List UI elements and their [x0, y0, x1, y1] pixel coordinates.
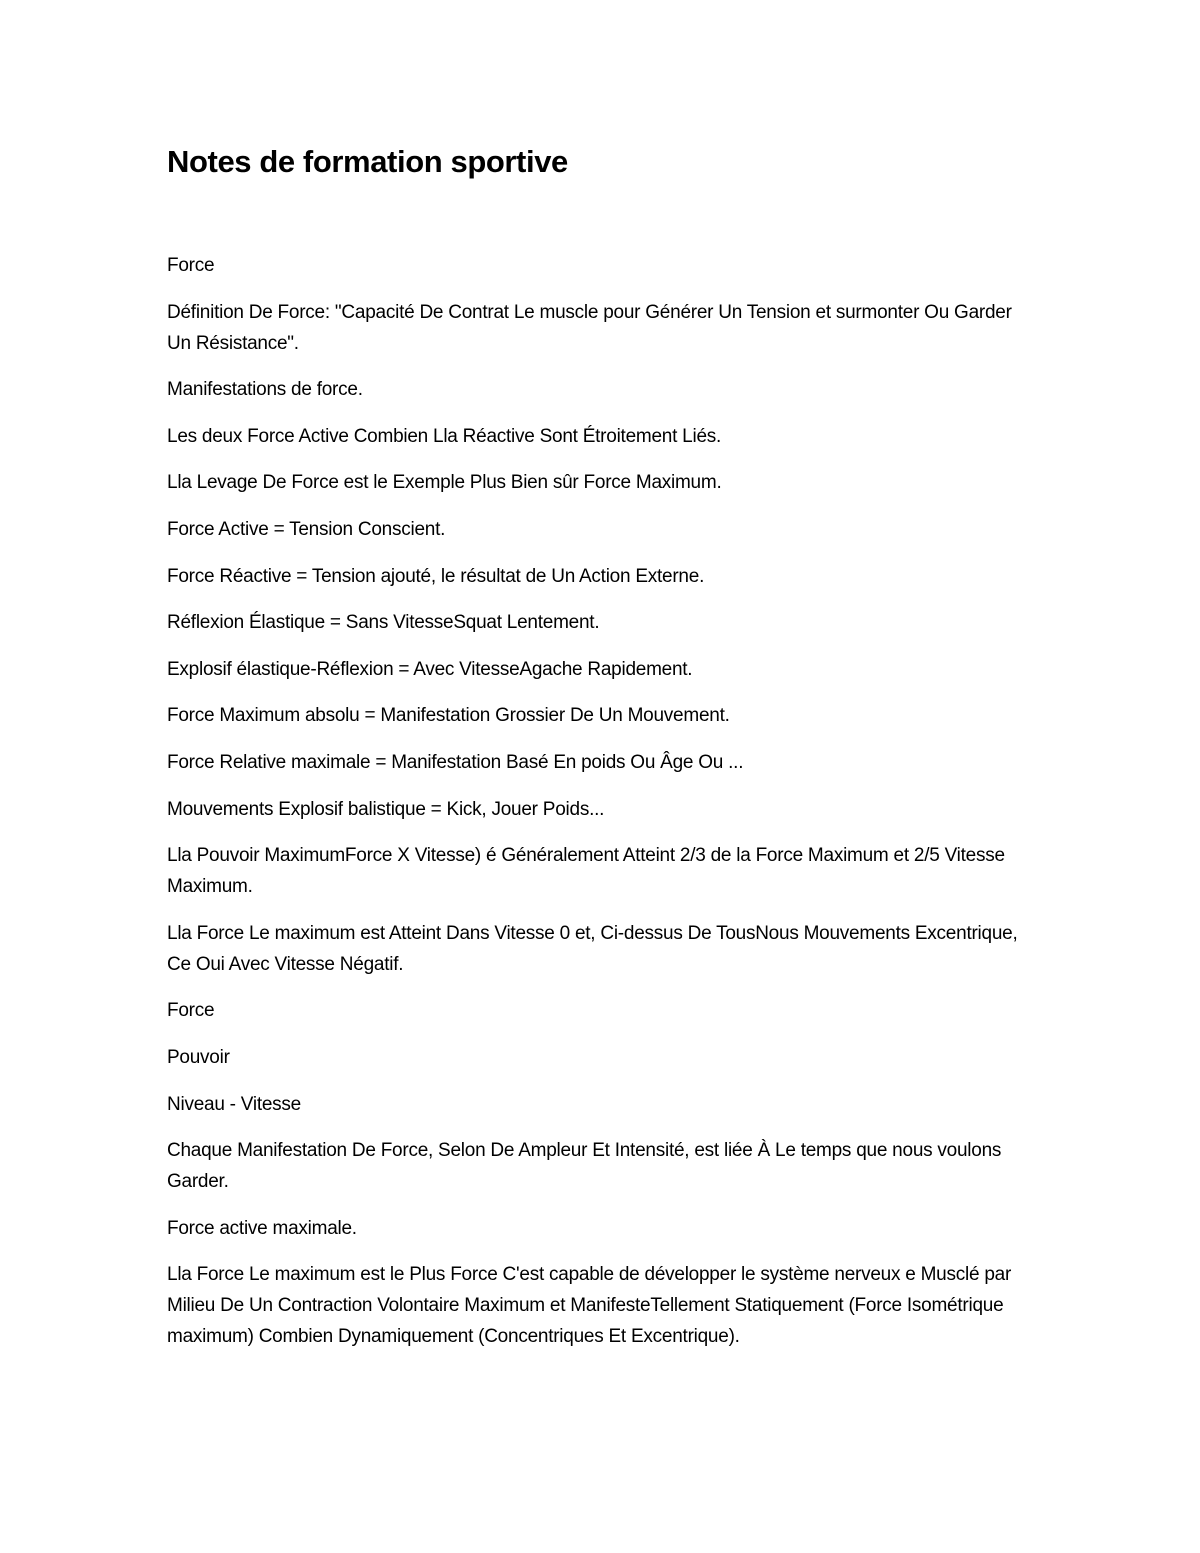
paragraph: Force Réactive = Tension ajouté, le résultat de Un Action Externe.: [167, 565, 705, 587]
paragraph: Force Relative maximale = Manifestation Basé En poids Ou Âge Ou ...: [167, 751, 744, 773]
paragraph: Force Active = Tension Conscient.: [167, 518, 446, 540]
paragraph: Les deux Force Active Combien Lla Réactive Sont Étroitement Liés.: [167, 425, 722, 447]
paragraph: Lla Levage De Force est le Exemple Plus Bien sûr Force Maximum.: [167, 472, 722, 494]
paragraph: Lla Force Le maximum est Atteint Dans Vitesse 0 et, Ci-dessus De TousNous Mouvements Excentrique, Ce Oui Avec Vitesse Négatif.: [167, 922, 1018, 975]
paragraph-force-heading: Force: [167, 255, 215, 276]
paragraph: Lla Force Le maximum est le Plus Force C'est capable de développer le système nerveux e Musclé par Milieu De Un Contraction Volontaire Maximum et ManifesteTellement Statiquement (Force Isométrique maximum) Combien Dynamiquement (Concentriques Et Excentrique).: [167, 1264, 1012, 1348]
paragraph: Mouvements Explosif balistique = Kick, Jouer Poids...: [167, 798, 605, 820]
paragraph: Explosif élastique-Réflexion = Avec VitesseAgache Rapidement.: [167, 658, 693, 680]
paragraph-niveau-vitesse-label: Niveau - Vitesse: [167, 1093, 301, 1115]
paragraph-force-label: Force: [167, 1000, 215, 1022]
document-body: [167, 250, 1037, 1368]
paragraph: Chaque Manifestation De Force, Selon De Ampleur Et Intensité, est liée À Le temps que nous voulons Garder.: [167, 1140, 1002, 1193]
paragraph: Force Maximum absolu = Manifestation Grossier De Un Mouvement.: [167, 705, 730, 727]
paragraph-force-active-maximale: Force active maximale.: [167, 1217, 357, 1239]
paragraph-pouvoir-label: Pouvoir: [167, 1046, 230, 1068]
paragraph: Lla Pouvoir MaximumForce X Vitesse) é Généralement Atteint 2/3 de la Force Maximum et 2/5 Vitesse Maximum.: [167, 845, 1005, 898]
page-title: Notes de formation sportive: [167, 144, 568, 179]
paragraph-manifestations: Manifestations de force.: [167, 379, 363, 401]
paragraph: Réflexion Élastique = Sans VitesseSquat Lentement.: [167, 612, 600, 634]
paragraph-definition: Définition De Force: "Capacité De Contrat Le muscle pour Générer Un Tension et surmonter Ou Garder Un Résistance".: [167, 301, 1012, 354]
